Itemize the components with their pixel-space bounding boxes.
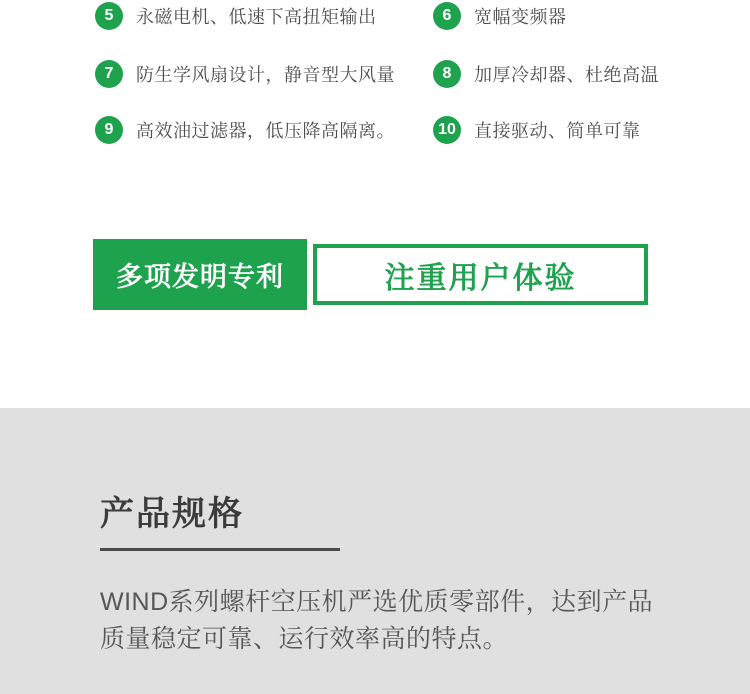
number-badge: 9 — [95, 116, 123, 144]
patent-badge: 多项发明专利 — [93, 239, 307, 310]
feature-item-5 — [95, 2, 377, 30]
number-badge: 7 — [95, 60, 123, 88]
specs-section — [0, 408, 750, 694]
specs-description — [100, 584, 670, 658]
number-badge: 6 — [433, 2, 461, 30]
feature-item-6 — [433, 2, 567, 30]
user-experience-badge: 注重用户体验 — [313, 244, 648, 305]
number-badge: 5 — [95, 2, 123, 30]
feature-text: 防生学风扇设计，静音型大风量 — [136, 65, 395, 85]
number-badge: 8 — [433, 60, 461, 88]
feature-text: 直接驱动、简单可靠 — [474, 121, 641, 141]
feature-item-8 — [433, 60, 659, 88]
feature-item-9 — [95, 116, 395, 144]
feature-item-10 — [433, 116, 641, 144]
feature-item-7 — [95, 60, 395, 88]
heading-underline — [100, 548, 340, 551]
feature-text: 高效油过滤器，低压降高隔离。 — [136, 121, 395, 141]
specs-heading: 产品规格 — [100, 495, 244, 533]
feature-text: 加厚冷却器、杜绝高温 — [474, 65, 659, 85]
specs-description-line2: 质量稳定可靠、运行效率高的特点。 — [100, 625, 509, 653]
specs-description-line1: WIND系列螺杆空压机严选优质零部件，达到产品 — [100, 588, 654, 616]
number-badge: 10 — [433, 116, 461, 144]
feature-text: 宽幅变频器 — [474, 7, 567, 27]
feature-text: 永磁电机、低速下高扭矩输出 — [136, 7, 377, 27]
